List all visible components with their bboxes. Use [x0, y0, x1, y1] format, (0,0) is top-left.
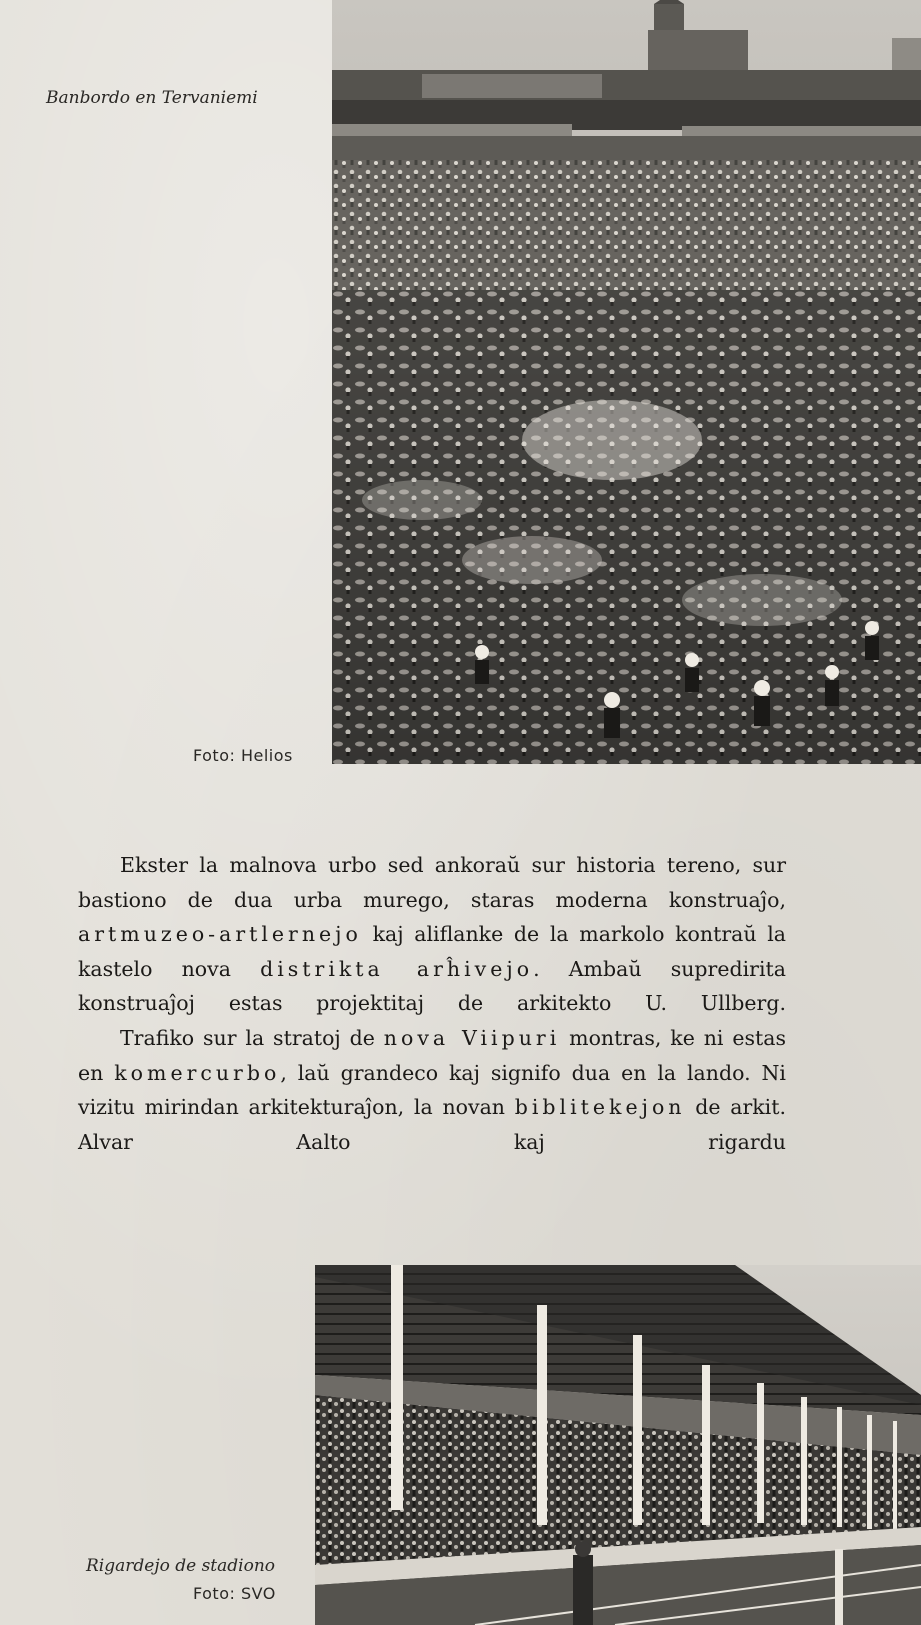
- bottom-photo-caption: Rigardejo de stadiono: [86, 1556, 276, 1576]
- paragraph-1-spaced-term: artmuzeo-artlernejo: [78, 922, 362, 947]
- crowd-bathing-photo: [332, 0, 921, 764]
- paragraph-1-segment: kaj aliflanke de la markolo kontraŭ la kastelo nova: [78, 922, 786, 981]
- paragraph-2-spaced-term: komercurbo: [114, 1060, 281, 1085]
- paragraph-1-spaced-term: distrikta arĥivejo: [260, 956, 534, 981]
- paragraph-2-spaced-term: nova Viipuri: [383, 1025, 561, 1050]
- paragraph-2-segment: de arkit. Alvar Aalto kaj rigardu: [78, 1095, 786, 1154]
- bottom-photo-credit: Foto: SVO: [193, 1584, 276, 1603]
- stadium-stand-image: [315, 1265, 921, 1625]
- article-paragraph-1: [78, 848, 786, 1021]
- stadium-stand-photo: [315, 1265, 921, 1625]
- paragraph-1-segment: Ekster la malnova urbo sed ankoraŭ sur historia tereno, sur bastiono de dua urba murego, staras moderna konstruaĵo,: [78, 853, 786, 912]
- article-paragraph-2: [78, 1021, 786, 1159]
- article-body: [78, 848, 786, 1159]
- paragraph-1-segment: . Ambaŭ supredirita konstruaĵoj estas projektitaj de arkitekto U. Ullberg.: [78, 956, 786, 1016]
- top-photo-caption: Banbordo en Tervaniemi: [46, 88, 258, 108]
- paragraph-2-spaced-term: biblitekejon: [514, 1095, 686, 1120]
- paragraph-2-segment: montras, ke ni estas en: [78, 1025, 786, 1085]
- top-photo-credit: Foto: Helios: [193, 746, 293, 765]
- paragraph-2-segment: Trafiko sur la stratoj de: [120, 1025, 384, 1050]
- paragraph-2-segment: , laŭ grandeco kaj signifo dua en la lando. Ni vizitu mirindan arkitekturaĵon, la novan: [78, 1060, 786, 1120]
- crowd-bathing-image: [332, 0, 921, 764]
